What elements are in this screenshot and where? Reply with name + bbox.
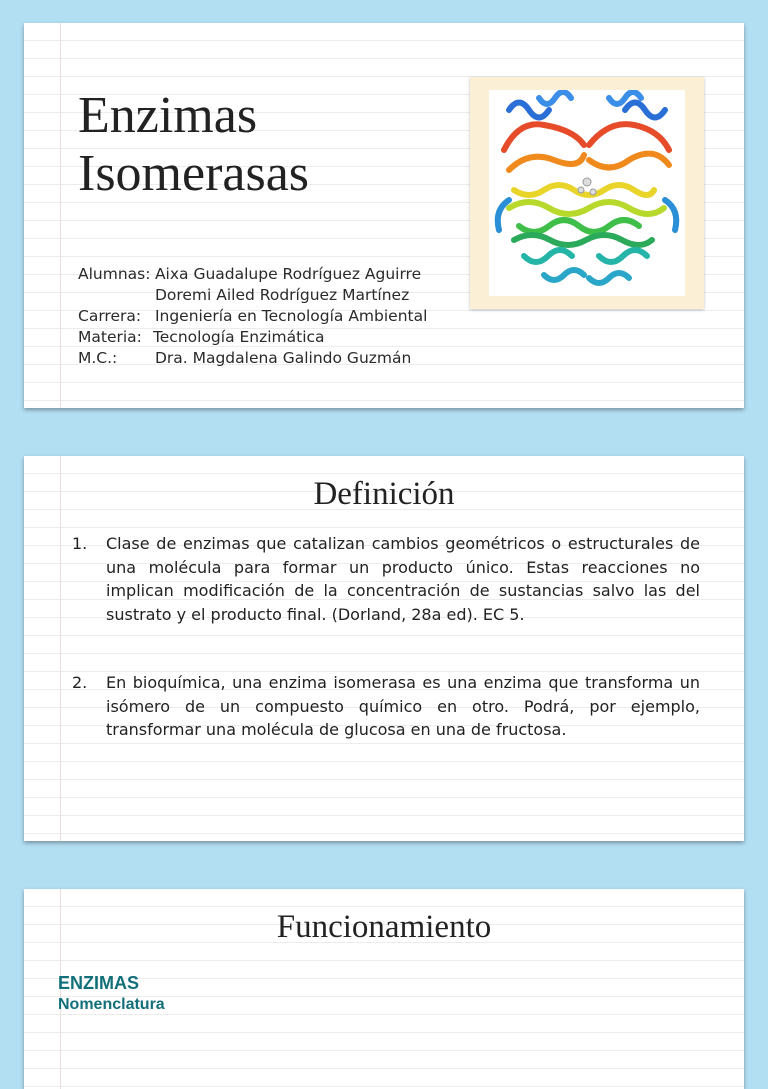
info-row-career — [78, 306, 427, 327]
presentation-title — [78, 87, 309, 203]
protein-structure-image — [489, 90, 685, 296]
info-row-advisor — [78, 348, 427, 369]
enzymes-nomenclature-header — [58, 973, 165, 1015]
item-number: 2. — [72, 673, 88, 692]
enzymes-title: ENZIMAS — [58, 973, 139, 993]
protein-ribbon-icon — [489, 90, 685, 296]
photo-frame — [470, 77, 704, 309]
slide-heading: Definición — [313, 476, 455, 512]
item-text: Clase de enzimas que catalizan cambios geométricos o estructurales de una molécula para formar un producto único. Estas reacciones no implican modificación de la concentración de sustancias salvo las del sustrato y el producto final. (Dorland, 28a ed). EC 5. — [106, 534, 700, 624]
item-number: 1. — [72, 534, 88, 553]
info-value: Aixa Guadalupe Rodríguez Aguirre — [154, 265, 422, 283]
info-value: Ingeniería en Tecnología Ambiental — [154, 307, 428, 325]
info-label: Alumnas: — [78, 265, 151, 283]
info-label: M.C.: — [78, 349, 118, 367]
info-value: Tecnología Enzimática — [152, 328, 325, 346]
title-slide — [24, 23, 744, 408]
info-label: Carrera: — [78, 307, 142, 325]
function-slide — [24, 889, 744, 1089]
title-line-1: Enzimas — [78, 87, 258, 144]
definition-item — [72, 671, 700, 742]
nomenclature-subtitle: Nomenclatura — [58, 996, 165, 1013]
info-value: Dra. Magdalena Galindo Guzmán — [154, 349, 412, 367]
info-value: Doremi Ailed Rodríguez Martínez — [154, 286, 410, 304]
definition-item — [72, 532, 700, 626]
info-row-students — [78, 264, 427, 285]
definition-slide — [24, 456, 744, 841]
info-row-subject — [78, 327, 427, 348]
author-info — [78, 264, 427, 369]
info-label: Materia: — [78, 328, 142, 346]
info-row-students-2 — [78, 285, 427, 306]
slide-heading: Funcionamiento — [276, 909, 492, 945]
definition-row — [72, 532, 700, 626]
definition-row — [72, 671, 700, 742]
title-line-2: Isomerasas — [78, 145, 310, 202]
item-text: En bioquímica, una enzima isomerasa es una enzima que transforma un isómero de un compuesto químico en otro. Podrá, por ejemplo, transformar una molécula de glucosa en una de fructosa. — [106, 673, 700, 739]
